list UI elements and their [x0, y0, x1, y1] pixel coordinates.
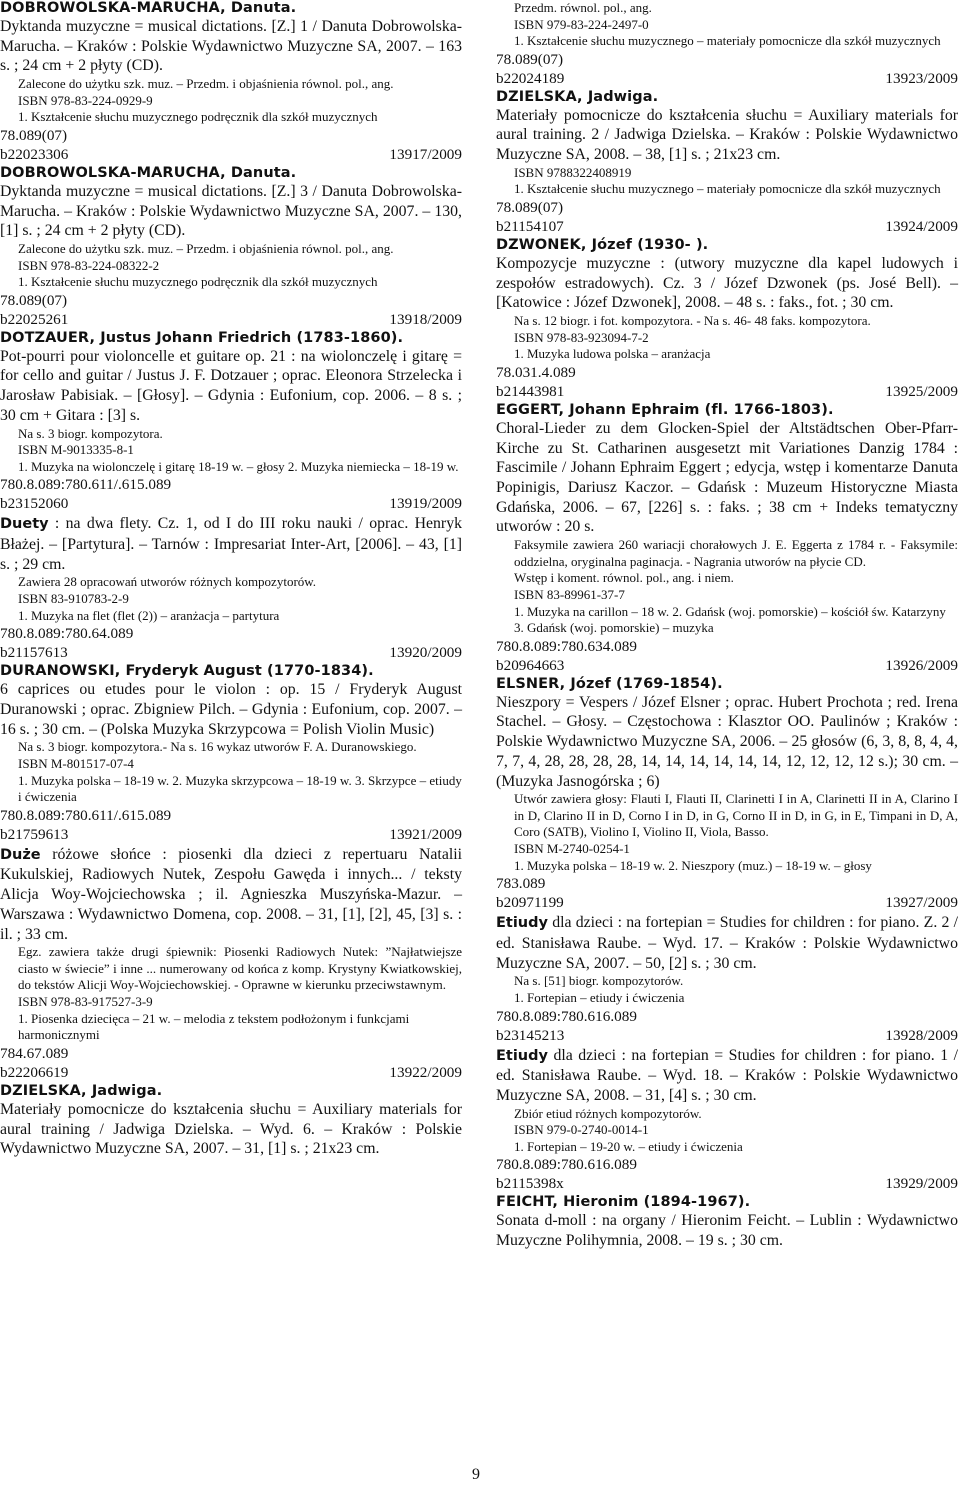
title-line: Dyktanda muzyczne = musical dictations. [Z.] 3 / Danuta Dobrowolska-Marucha. – Kraków : Polskie Wydawnictwo Muzyczne SA, 2007. – 130, [1] s. ; 24 cm + 2 płyty (CD). [0, 182, 462, 240]
catalog-entry [0, 663, 462, 844]
title-lead-word: Duże [0, 846, 41, 863]
record-id: b21443981 [496, 382, 565, 400]
record-id: b2115398x [496, 1175, 564, 1193]
catalog-entry [496, 402, 958, 676]
record-number: 13925/2009 [885, 382, 958, 400]
classification: 780.8.089:780.611/.615.089 [0, 806, 172, 824]
left-column [0, 0, 462, 1159]
note-line: Utwór zawiera głosy: Flauti I, Flauti II, Clarinetti I in A, Clarinetti II in A, Clarino I in D, Clarino II in D, Corno I in D, in G, Corno II in D, in G, in E, Timpani in D, A, Coro (SATB), Violino I, Violino II, Viola, Basso. [514, 791, 958, 840]
entry-heading: DZIELSKA, Jadwiga. [0, 1082, 163, 1099]
title-line: 6 caprices ou etudes pour le violon : op. 15 / Fryderyk August Duranowski ; oprac. Zbigniew Pilch. – Gdynia : Eufonium, cop. 2007. – 16 s. ; 30 cm. – (Polska Muzyka Skrzypcowa = Polish Violin Music) [0, 681, 462, 738]
note-line: 1. Muzyka polska – 18-19 w. 2. Muzyka skrzypcowa – 18-19 w. 3. Skrzypce – etiudy i ćwiczenia [18, 772, 462, 805]
note-line: Egz. zawiera także drugi śpiewnik: Piosenki Radiowych Nutek: ”Najłatwiejsze ciasto w świecie” i inne ... numerowany od końca z komp. Krystyny Kwiatkowskiej, do tekstów Alicji Woy-Wojciechowskiej. - Oprawne w kierunku przeciwstawnym. [18, 944, 462, 993]
note-line: ISBN 83-89961-37-7 [514, 586, 625, 602]
note-line: ISBN 978-83-224-08322-2 [18, 257, 160, 273]
record-numbers [496, 69, 958, 89]
title-line: Choral-Lieder zu dem Glocken-Spiel der Altstädtschen Ober-Pfarr-Kirche zu St. Catharinen ausgesetzt mit Variationes Danzig 1784 : Fascimile / Johann Ephraim Eggert ; edycja, wstęp i komentarze Danuta Popinigis, Dariusz Kaczor. – Gdańsk : Muzeum Historyczne Miasta Gdańska, 2006. – 67, [226] s. : faks. ; 38 cm + Indeks tematyczny utworów : 20 s. [496, 419, 958, 536]
note-line: Zbiór etiud różnych kompozytorów. [514, 1105, 702, 1121]
record-id: b20971199 [496, 894, 564, 912]
note-line: 1. Kształcenie słuchu muzycznego – materiały pomocnicze dla szkół muzycznych [514, 33, 941, 49]
note-line: 1. Kształcenie słuchu muzycznego podręcznik dla szkół muzycznych [18, 109, 378, 125]
title-line [496, 1046, 958, 1106]
right-column [496, 0, 958, 1251]
title-rest: dla dzieci : na fortepian = Studies for children : for piano. 1 / ed. Stanisława Raube. – Wyd. 18. – Kraków : Polskie Wydawnictwo Muzyczne SA, 2008. – 31, [4] s. ; 30 cm. [496, 1046, 958, 1104]
record-number: 13920/2009 [389, 644, 462, 662]
catalog-entry [496, 913, 958, 1045]
record-id: b23145213 [496, 1026, 565, 1044]
catalog-entry [496, 237, 958, 402]
record-numbers [0, 145, 462, 165]
record-id: b23152060 [0, 495, 69, 513]
note-line: 1. Kształcenie słuchu muzycznego – materiały pomocnicze dla szkół muzycznych [514, 181, 941, 197]
note-line: ISBN 83-910783-2-9 [18, 591, 129, 607]
classification: 78.089(07) [496, 199, 564, 217]
title-line: Materiały pomocnicze do kształcenia słuchu = Auxiliary materials for aural training. 2 / Jadwiga Dzielska. – Kraków : Polskie Wydawnictwo Muzyczne SA, 2008. – 38, [1] s. ; 21x23 cm. [496, 106, 958, 164]
record-id: b21759613 [0, 825, 69, 843]
classification: 78.089(07) [0, 291, 68, 309]
record-id: b22025261 [0, 310, 69, 328]
record-number: 13929/2009 [885, 1175, 958, 1193]
title-line: Pot-pourri pour violoncelle et guitare op. 21 : na wiolonczelę i gitarę = for cello and guitar / Justus J. F. Dotzauer ; oprac. Eleonora Strzelecka i Jarosław Pabisiak. – [Głosy]. – Gdynia : Eufonium, cop. 2006. – 8 s. ; 30 cm + Gitara : [3] s. [0, 347, 462, 424]
record-number: 13917/2009 [389, 145, 462, 163]
note-line: ISBN 978-83-224-0929-9 [18, 92, 153, 108]
record-numbers [496, 893, 958, 913]
note-line: ISBN 979-83-224-2497-0 [514, 16, 649, 32]
note-line: Zalecone do użytku szk. muz. – Przedm. i objaśnienia równol. pol., ang. [18, 76, 394, 92]
record-id: b20964663 [496, 656, 565, 674]
note-line: ISBN 978-83-917527-3-9 [18, 994, 153, 1010]
note-line: 1. Muzyka ludowa polska – aranżacja [514, 346, 711, 362]
catalog-entry [496, 676, 958, 913]
record-numbers [496, 382, 958, 402]
catalog-entry [496, 1194, 958, 1250]
record-numbers [496, 656, 958, 676]
entry-heading: DOBROWOLSKA-MARUCHA, Danuta. [0, 164, 297, 181]
note-line: Na s. 3 biogr. kompozytora. [18, 425, 163, 441]
record-numbers [496, 1174, 958, 1194]
title-line [0, 845, 462, 945]
note-line: ISBN M-801517-07-4 [18, 755, 134, 771]
classification: 780.8.089:780.611/.615.089 [0, 476, 172, 494]
classification: 783.089 [496, 875, 546, 893]
note-line: 1. Fortepian – etiudy i ćwiczenia [514, 989, 685, 1005]
catalog-entry [0, 514, 462, 663]
note-line: Faksymile zawiera 260 wariacji chorałowych J. E. Eggerta z 1784 r. - Faksymile: oddzielna, oryginalna paginacja. - Nagrania utworów na płycie CD. [514, 537, 958, 569]
classification: 78.089(07) [496, 50, 564, 68]
title-line: Nieszpory = Vespers / Józef Elsner ; oprac. Hubert Prochota ; red. Irena Stachel. – Głosy. – Częstochowa : Klasztor OO. Paulinów ; Kraków : Polskie Wydawnictwo Muzyczne SA, 2006. – 25 głosów (6, 3, 8, 8, 4, 4, 7, 7, 4, 28, 28, 28, 28, 14, 14, 14, 14, 14, 14, 12, 12, 12, 12 s.); 30 cm. – (Muzyka Jasnogórska ; 6) [496, 693, 958, 790]
catalog-entry [0, 845, 462, 1083]
record-number: 13924/2009 [885, 218, 958, 236]
entry-heading: DOBROWOLSKA-MARUCHA, Danuta. [0, 0, 297, 16]
note-line: Na s. [51] biogr. kompozytorów. [514, 973, 684, 989]
record-number: 13918/2009 [389, 310, 462, 328]
entry-heading: EGGERT, Johann Ephraim (fl. 1766-1803). [496, 401, 834, 418]
title-lead-word: Duety [0, 516, 49, 533]
record-id: b21154107 [496, 218, 564, 236]
entry-heading: ELSNER, Józef (1769-1854). [496, 675, 723, 692]
note-line: Przedm. równol. pol., ang. [514, 0, 652, 15]
note-line: 1. Fortepian – 19-20 w. – etiudy i ćwiczenia [514, 1138, 743, 1154]
classification: 780.8.089:780.616.089 [496, 1007, 637, 1025]
page-number: 9 [472, 1466, 480, 1483]
note-line: 1. Kształcenie słuchu muzycznego podręcznik dla szkół muzycznych [18, 274, 378, 290]
classification: 784.67.089 [0, 1044, 69, 1062]
record-numbers [0, 494, 462, 514]
classification: 780.8.089:780.616.089 [496, 1156, 637, 1174]
note-line: 1. Muzyka na wiolonczelę i gitarę 18-19 w. – głosy 2. Muzyka niemiecka – 18-19 w. [18, 458, 459, 474]
catalog-entry [496, 89, 958, 237]
note-line: 1. Muzyka polska – 18-19 w. 2. Nieszpory (muz.) – 18-19 w. – głosy [514, 857, 872, 873]
title-line: Kompozycje muzyczne : (utwory muzyczne dla kapel ludowych i zespołów estradowych). Cz. 3 / Józef Dzwonek (ps. José Bell). – [Katowice : Józef Dzwonek], 2008. – 48 s. : faks., fot. ; 30 cm. [496, 255, 958, 312]
note-line: ISBN 978-83-923094-7-2 [514, 329, 649, 345]
entry-heading: DZWONEK, Józef (1930- ). [496, 237, 709, 254]
note-line: Na s. 12 biogr. i fot. kompozytora. - Na s. 46- 48 faks. kompozytora. [514, 313, 871, 329]
title-lead-word: Etiudy [496, 1047, 548, 1064]
note-line: 1. Piosenka dziecięca – 21 w. – melodia z tekstem podłożonym i funkcjami harmonicznymi [18, 1010, 410, 1043]
record-number: 13928/2009 [885, 1026, 958, 1044]
classification: 78.089(07) [0, 126, 68, 144]
note-line: Zalecone do użytku szk. muz. – Przedm. i objaśnienia równol. pol., ang. [18, 241, 394, 256]
note-line: ISBN M-2740-0254-1 [514, 841, 630, 857]
entry-heading: FEICHT, Hieronim (1894-1967). [496, 1194, 751, 1211]
record-number: 13926/2009 [885, 656, 958, 674]
note-line: 1. Muzyka na carillon – 18 w. 2. Gdańsk (woj. pomorskie) – kościół św. Katarzyny 3. Gdańsk (woj. pomorskie) – muzyka [514, 603, 946, 636]
classification: 780.8.089:780.634.089 [496, 637, 637, 655]
note-line: Zawiera 28 opracowań utworów różnych kompozytorów. [18, 574, 317, 590]
note-line: ISBN M-9013335-8-1 [18, 442, 134, 458]
record-id: b22206619 [0, 1063, 69, 1081]
title-line: Dyktanda muzyczne = musical dictations. [Z.] 1 / Danuta Dobrowolska-Marucha. – Kraków : Polskie Wydawnictwo Muzyczne SA, 2007. – 163 s. ; 24 cm + 2 płyty (CD). [0, 18, 462, 75]
classification: 78.031.4.089 [496, 363, 576, 381]
classification: 780.8.089:780.64.089 [0, 625, 134, 643]
note-line: ISBN 979-0-2740-0014-1 [514, 1122, 649, 1138]
record-number: 13927/2009 [885, 894, 958, 912]
record-numbers [0, 310, 462, 330]
title-lead-word: Etiudy [496, 915, 548, 932]
record-numbers [0, 643, 462, 663]
record-numbers [496, 1026, 958, 1046]
record-numbers [0, 825, 462, 845]
record-number: 13921/2009 [389, 825, 462, 843]
record-numbers [0, 1063, 462, 1083]
record-number: 13919/2009 [389, 495, 462, 513]
note-line: ISBN 9788322408919 [514, 164, 632, 180]
entry-heading: DURANOWSKI, Fryderyk August (1770-1834). [0, 663, 374, 680]
catalog-entry [0, 1083, 462, 1159]
catalog-entry [496, 0, 958, 89]
title-line [0, 514, 462, 574]
note-line: 1. Muzyka na flet (flet (2)) – aranżacja – partytura [18, 607, 280, 623]
catalog-entry [0, 165, 462, 330]
title-rest: dla dzieci : na fortepian = Studies for children : for piano. Z. 2 / ed. Stanisława Raube. – Wyd. 17. – Kraków : Polskie Wydawnictwo Muzyczne SA, 2007. – 50, [2] s. ; 30 cm. [496, 914, 958, 972]
entry-heading: DOTZAUER, Justus Johann Friedrich (1783-1860). [0, 329, 404, 346]
title-line: Materiały pomocnicze do kształcenia słuchu = Auxiliary materials for aural training / Jadwiga Dzielska. – Wyd. 6. – Kraków : Polskie Wydawnictwo Muzyczne SA, 2007. – 31, [1] s. ; 21x23 cm. [0, 1100, 462, 1158]
title-rest: : na dwa flety. Cz. 1, od I do III roku nauki / oprac. Henryk Błażej. – [Partytura]. – Tarnów : Impresariat Inter-Art, [2006]. – 43, [1] s. ; 29 cm. [0, 515, 462, 573]
record-id: b21157613 [0, 644, 68, 662]
record-numbers [496, 217, 958, 237]
title-rest: różowe słońce : piosenki dla dzieci z repertuaru Natalii Kukulskiej, Radiowych Nutek, Zespołu Gawęda i innych... / teksty Alicja Woy-Wojciechowska ; il. Agnieszka Muszyńska-Mazur. – Warszawa : Wydawnictwo Domena, cop. 2008. – 31, [1], [2], 45, [3] s. : il. ; 33 cm. [0, 845, 462, 943]
record-number: 13923/2009 [885, 69, 958, 87]
entry-heading: DZIELSKA, Jadwiga. [496, 88, 659, 105]
title-line [496, 913, 958, 973]
record-number: 13922/2009 [389, 1063, 462, 1081]
note-line: Na s. 3 biogr. kompozytora.- Na s. 16 wykaz utworów F. A. Duranowskiego. [18, 739, 417, 755]
title-line: Sonata d-moll : na organy / Hieronim Feicht. – Lublin : Wydawnictwo Muzyczne Polihymnia, 2008. – 19 s. ; 30 cm. [496, 1212, 958, 1250]
note-line: Wstęp i koment. równol. pol., ang. i niem. [514, 570, 734, 586]
record-id: b22024189 [496, 69, 565, 87]
catalog-entry [0, 0, 462, 165]
catalog-entry [0, 330, 462, 515]
record-id: b22023306 [0, 145, 69, 163]
catalog-entry [496, 1046, 958, 1195]
